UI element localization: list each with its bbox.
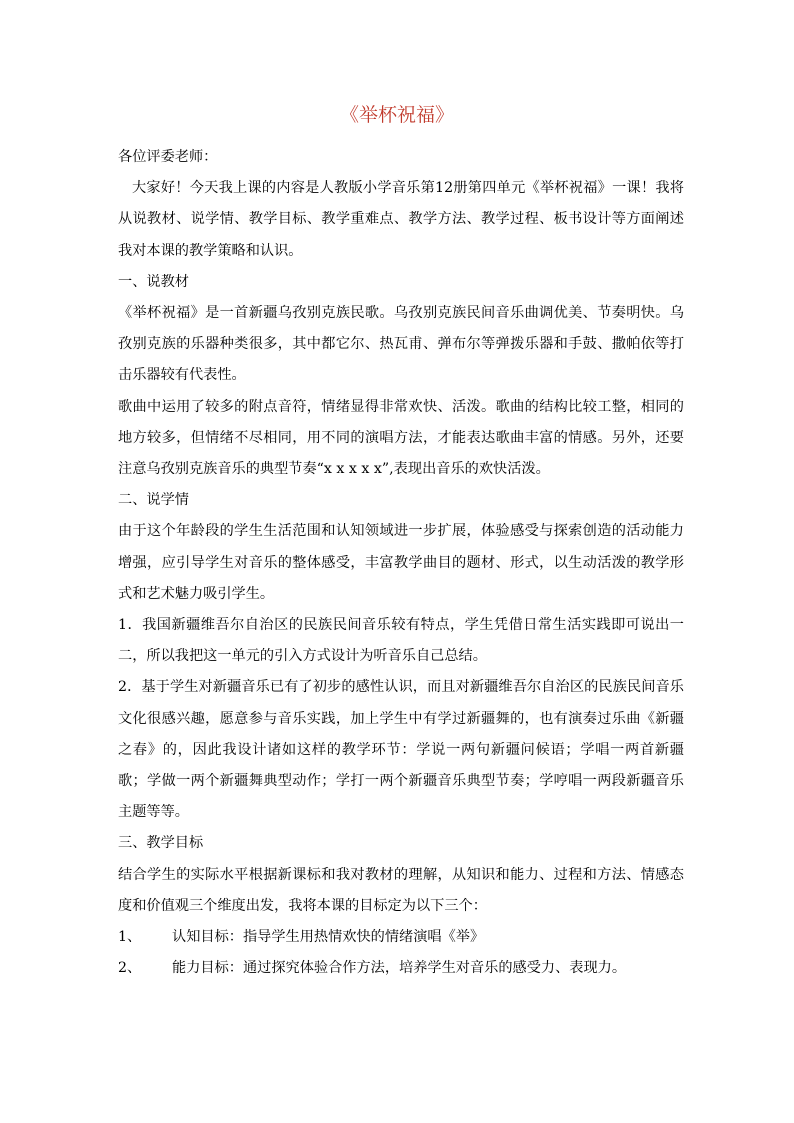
goal-number: 2、 (118, 960, 142, 977)
paragraph-textbook-2: 歌曲中运用了较多的附点音符，情绪显得非常欢快、活泼。歌曲的结构比较工整，相同的地方较多，但情绪不尽相同，用不同的演唱方法，才能表达歌曲丰富的情感。另外，还要注意乌孜别克族音乐的典型节奏“x x x x x”,表现出音乐的欢快活泼。 (118, 398, 684, 478)
section-heading-students: 二、说学情 (118, 492, 189, 509)
section-heading-textbook: 一、说教材 (118, 273, 189, 290)
paragraph-students-1: 由于这个年龄段的学生生活范围和认知领域进一步扩展，体验感受与探索创造的活动能力增强，应引导学生对音乐的整体感受，丰富教学曲目的题材、形式，以生动活泼的教学形式和艺术魅力吸引学生。 (118, 523, 684, 602)
paragraph-students-3: 2．基于学生对新疆音乐已有了初步的感性认识，而且对新疆维吾尔自治区的民族民间音乐文化很感兴趣，愿意参与音乐实践，加上学生中有学过新疆舞的，也有演奏过乐曲《新疆之春》的，因此我设计诸如这样的教学环节：学说一两句新疆问候语；学唱一两首新疆歌；学做一两个新疆舞典型动作；学打一两个新疆音乐典型节奏；学哼唱一两段新疆音乐主题等等。 (118, 679, 684, 821)
document-body (118, 142, 684, 984)
intro-paragraph: 大家好！今天我上课的内容是人教版小学音乐第12册第四单元《举杯祝福》一课！我将从说教材、说学情、教学目标、教学重难点、教学方法、教学过程、板书设计等方面阐述我对本课的教学策略和认识。 (118, 180, 684, 259)
document-title: 《举杯祝福》 (339, 104, 454, 126)
paragraph-textbook-1: 《举杯祝福》是一首新疆乌孜别克族民歌。乌孜别克族民间音乐曲调优美、节奏明快。乌孜别克族的乐器种类很多，其中都它尔、热瓦甫、弹布尔等弹拨乐器和手鼓、撒帕依等打击乐器较有代表性。 (118, 305, 684, 384)
goal-text: 认知目标：指导学生用热情欢快的情绪演唱《举》 (172, 929, 485, 946)
paragraph-students-2: 1．我国新疆维吾尔自治区的民族民间音乐较有特点，学生凭借日常生活实践即可说出一二，所以我把这一单元的引入方式设计为听音乐自己总结。 (118, 617, 684, 665)
goal-item (118, 953, 684, 984)
goal-number: 1、 (118, 929, 142, 946)
salutation: 各位评委老师： (118, 149, 218, 165)
goal-text: 能力目标：通过探究体验合作方法，培养学生对音乐的感受力、表现力。 (172, 960, 627, 977)
paragraph-goals-intro: 结合学生的实际水平根据新课标和我对教材的理解，从知识和能力、过程和方法、情感态度和价值观三个维度出发，我将本课的目标定为以下三个： (118, 866, 684, 914)
goal-item (118, 922, 684, 953)
section-heading-goals: 三、教学目标 (118, 835, 204, 852)
